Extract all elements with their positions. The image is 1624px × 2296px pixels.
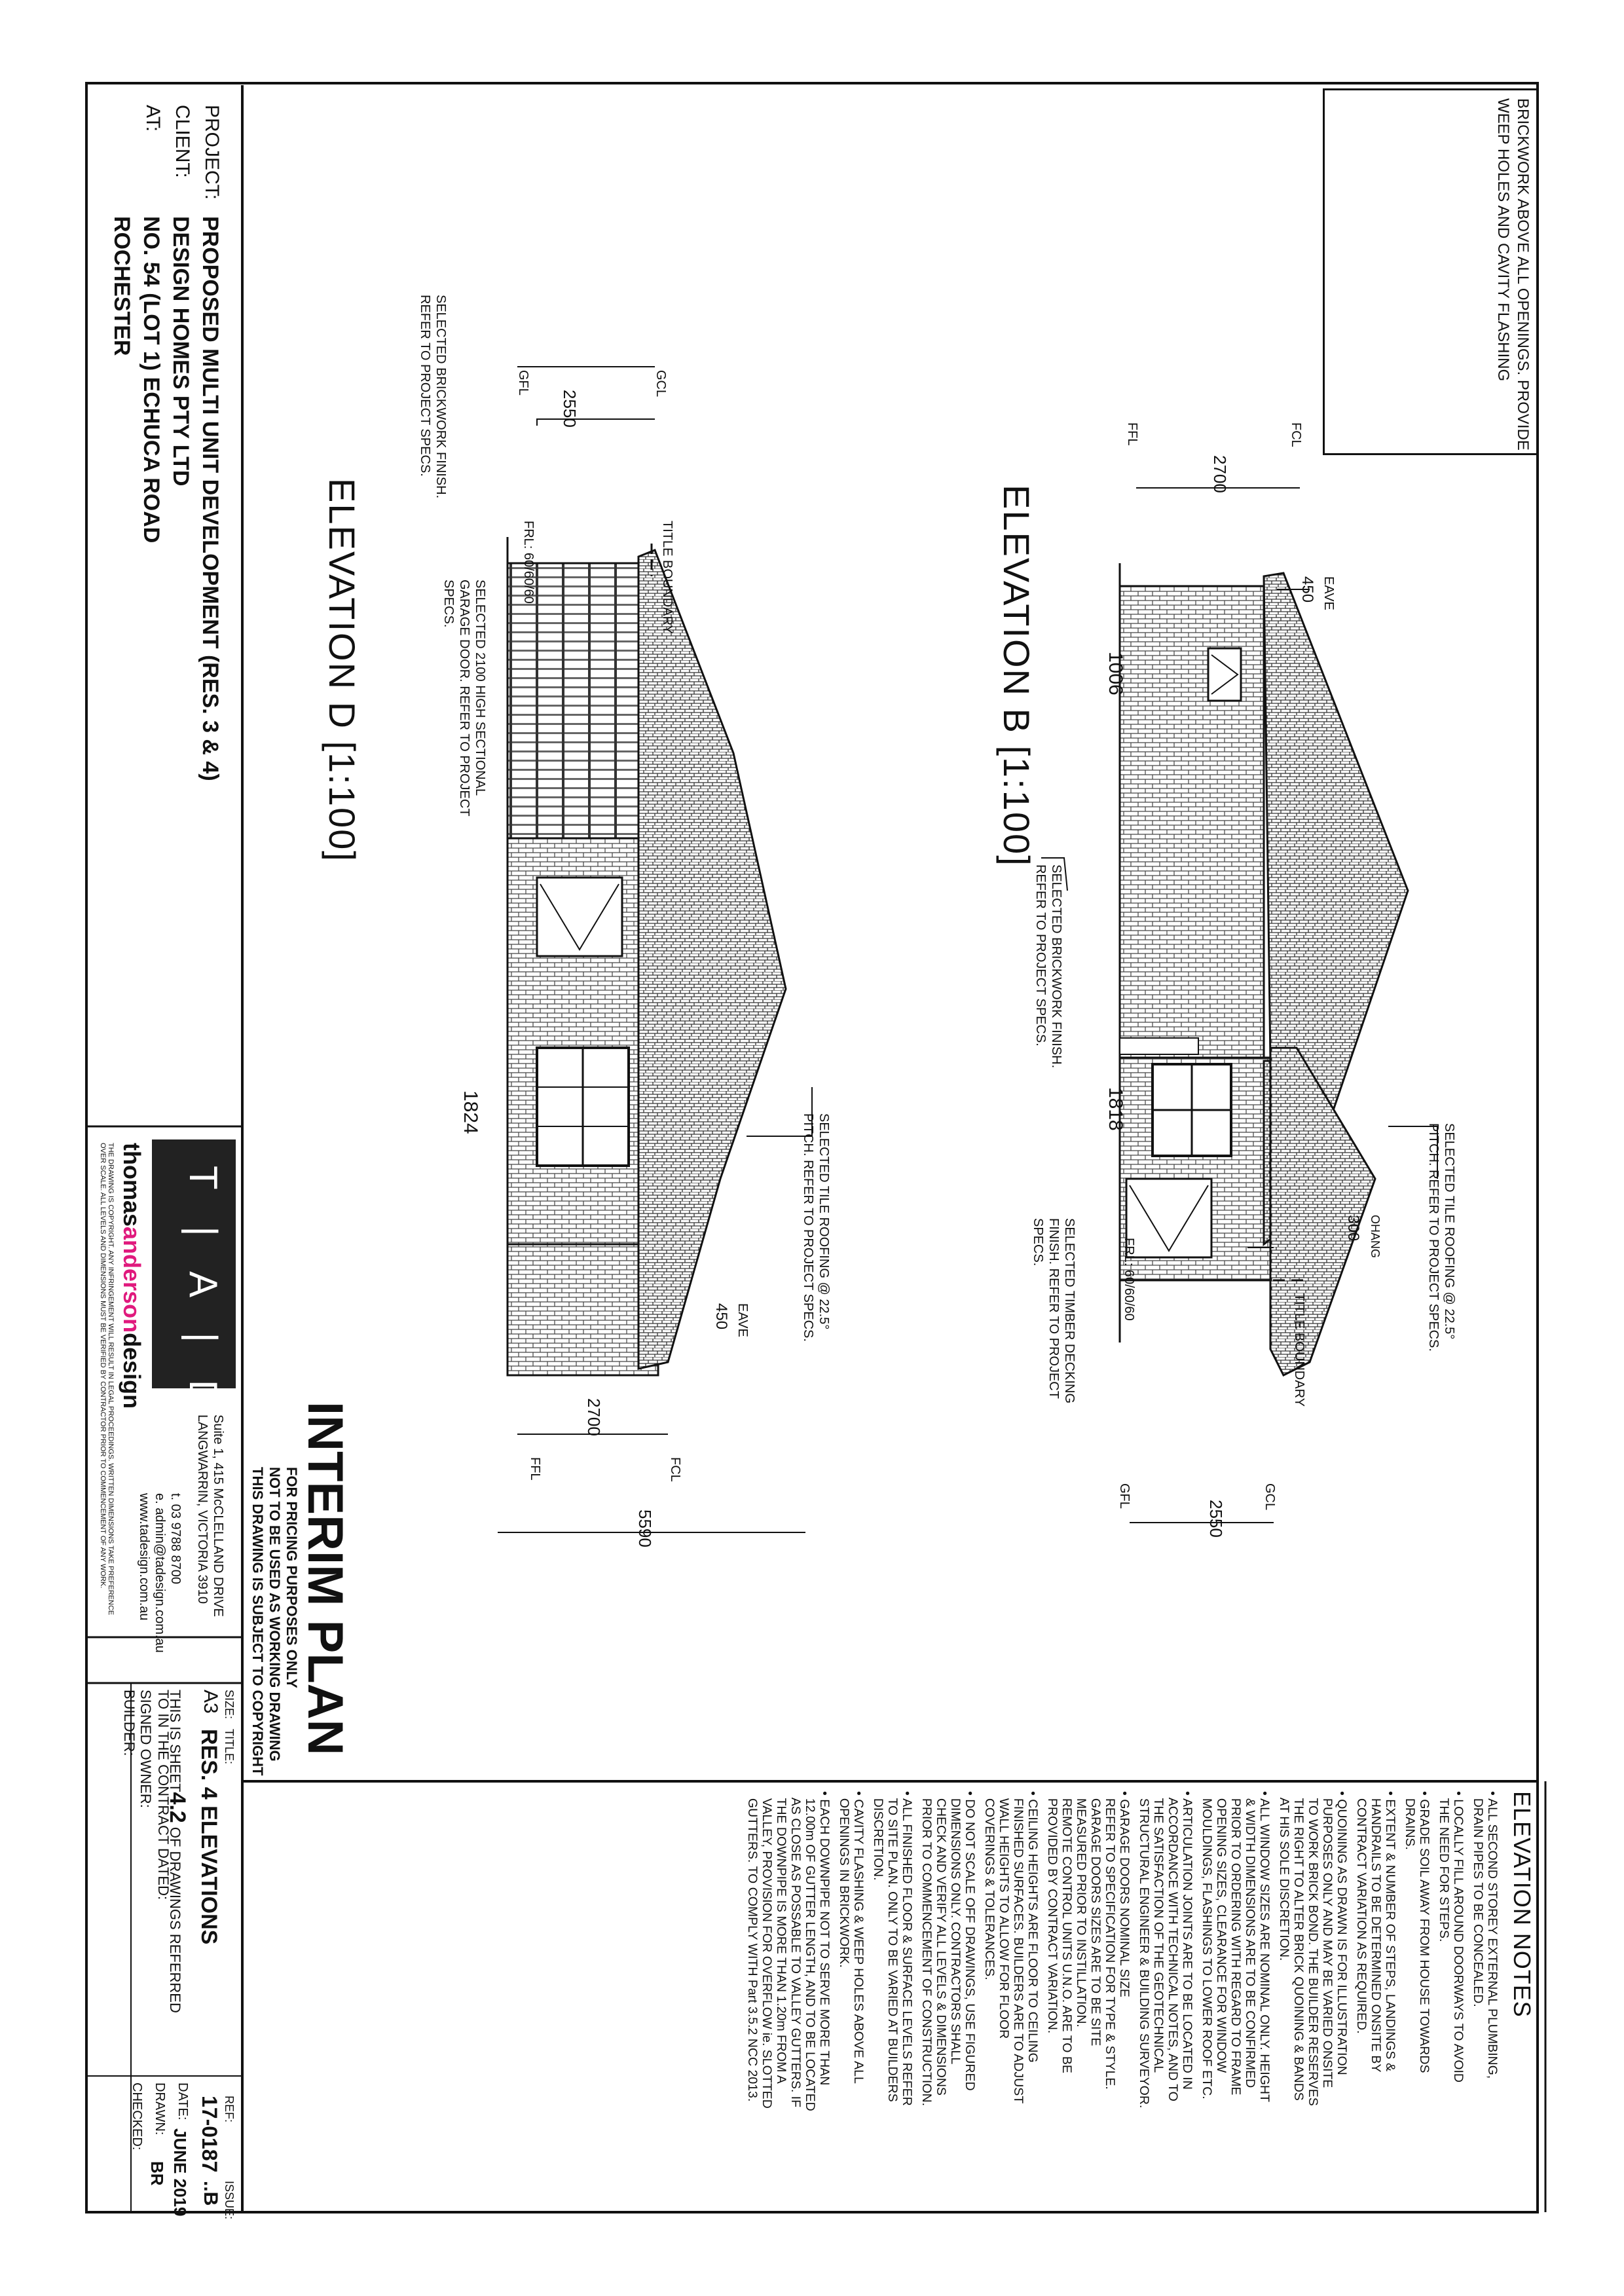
title-label: TITLE: xyxy=(223,1729,236,1765)
elevation-note-line: • QUOINING AS DRAWN IS FOR ILLUSTRATION xyxy=(1335,1791,1349,2075)
elevation-note-line: • ARTICULATION JOINTS ARE TO BE LOCATED IN xyxy=(1180,1791,1194,2090)
brand-wordmark xyxy=(118,1143,145,1409)
elevation-note-item xyxy=(1045,1791,1132,2184)
tile-roof-note xyxy=(1426,1123,1457,1352)
elevation-note-line: DIMENSIONS ONLY. CONTRACTORS SHALL xyxy=(948,1791,963,2065)
elevation-note-line: • CEILING HEIGHTS ARE FLOOR TO CEILING xyxy=(1025,1791,1040,2063)
elevation-note-item xyxy=(1137,1791,1194,2184)
brand-part: thomas xyxy=(119,1143,145,1227)
size-label: SIZE: xyxy=(223,1690,236,1720)
eave-dim: 450 xyxy=(1299,576,1316,603)
elevation-note-item xyxy=(745,1791,832,2184)
project-label: PROJECT: xyxy=(201,105,223,200)
address-line-1: NO. 54 (LOT 1) ECHUCA ROAD xyxy=(139,216,164,544)
fcl-label: FCL xyxy=(1289,422,1303,447)
elevation-note-line: 12.00m OF GUTTER LENGTH, AND TO BE LOCATED xyxy=(803,1791,817,2111)
note-line: REFER TO PROJECT SPECS. xyxy=(418,295,432,477)
elevation-note-line: DISCRETION. xyxy=(871,1791,885,1881)
wall-left xyxy=(1120,586,1264,1058)
elevation-note-line: DRAIN PIPES TO BE CONCEALED. xyxy=(1471,1791,1485,2007)
elevation-note-line: OPENING SIZES, CLEARANCE FOR WINDOW xyxy=(1214,1791,1228,2073)
window-lower xyxy=(1126,1179,1211,1257)
note-line: SPECS. xyxy=(441,580,456,628)
drawn-by: BR xyxy=(147,2161,167,2186)
elevation-note-item xyxy=(982,1791,1040,2184)
elevation-b xyxy=(1041,488,1437,1523)
elevation-note-item xyxy=(871,1791,914,2184)
elevation-note-line: • EXTENT & NUMBER OF STEPS, LANDINGS & xyxy=(1383,1791,1397,2071)
interim-plan-title: INTERIM PLAN xyxy=(297,1401,353,1756)
phone: t. 03 9788 8700 xyxy=(168,1493,183,1585)
elevation-note-line: STRUCTURAL ENGINEER & BUILDING SURVEYOR. xyxy=(1137,1791,1151,2109)
elevation-note-line: • LOCALLY FILL AROUND DOORWAYS TO AVOID xyxy=(1451,1791,1466,2083)
sheet-number: 4.2 xyxy=(165,1792,190,1823)
elevation-note-item xyxy=(1354,1791,1397,2184)
eave-label: EAVE xyxy=(735,1303,750,1337)
elevation-note-line: THE RIGHT TO ALTER BRICK QUOINING & BANDS xyxy=(1291,1791,1306,2101)
note-line: SELECTED TIMBER DECKING xyxy=(1062,1218,1077,1404)
height-1824: 1824 xyxy=(460,1090,481,1134)
dim-2550: 2550 xyxy=(1206,1500,1226,1538)
copyright-note: THE DRAWING IS COPYRIGHT. ANY INFRINGEMENT WILL RESULT IN LEGAL PROCEEDINGS. WRITTEN DIMENSIONS TAKE PREFERENCE OVER SCALE. ALL LEVELS AND DIMENSIONS MUST BE VERIFIED BY CONTRACTOR PRIOR TO COMMENCEMENT OF ANY WORK. xyxy=(99,1143,115,1616)
elevation-note-line: GUTTERS. TO COMPLY WITH Part 3.5.2 NCC 2013. xyxy=(745,1791,760,2102)
elevation-note-line: • EACH DOWNPIPE NOT TO SERVE MORE THAN xyxy=(817,1791,832,2086)
interim-plan-subtitle xyxy=(249,1467,300,1775)
ohang-dim: 300 xyxy=(1344,1215,1362,1242)
eave-label: EAVE xyxy=(1321,576,1336,610)
sheet-prefix: THIS IS SHEET xyxy=(167,1690,183,1792)
brickwork-note xyxy=(1033,864,1064,1068)
elevation-note-line: VALLEY, PROVISION FOR OVERFLOW ie. SLOTTED xyxy=(760,1791,774,2109)
elevation-note-line: • ALL FINISHED FLOOR & SURFACE LEVELS REFER xyxy=(900,1791,914,2106)
builder-label: BUILDER: xyxy=(121,1690,138,1756)
dim-2550: 2550 xyxy=(560,390,580,428)
elevation-note-line: MOULDINGS, FLASHINGS TO LOWER ROOF ETC. xyxy=(1200,1791,1214,2100)
elevation-note-line: • ALL WINDOW SIZES ARE NOMINAL ONLY. HEIGHT xyxy=(1257,1791,1272,2102)
elevation-note-line: OPENINGS IN BRICKWORK. xyxy=(837,1791,851,1968)
elevation-note-line: REFER TO SPECIFICATION FOR TYPE & STYLE. xyxy=(1103,1791,1117,2090)
elevation-note-line: • GARAGE DOORS NOMINAL SIZE xyxy=(1117,1791,1132,1997)
elevation-note-line: PROVIDED BY CONTRACT VARIATION. xyxy=(1045,1791,1060,2034)
title-boundary-label: TITLE BOUNDARY xyxy=(1292,1293,1306,1407)
window-1 xyxy=(537,878,622,956)
elevation-note-line: CONTRACT VARIATION AS REQUIRED. xyxy=(1354,1791,1369,2034)
website: www.tadesign.com.au xyxy=(137,1493,151,1621)
checked-label: CHECKED: xyxy=(130,2083,144,2151)
wall-end xyxy=(507,1244,658,1375)
elevation-note-line: WALL HEIGHTS TO ALLOW FOR FLOOR xyxy=(997,1791,1011,2039)
elevation-note-line: REMOTE CONTROL UNITS U.N.O. ARE TO BE xyxy=(1060,1791,1074,2073)
dim-5590: 5590 xyxy=(635,1509,655,1547)
height-1006: 1006 xyxy=(1105,652,1126,695)
subtitle-line: NOT TO BE USED AS WORKING DRAWING xyxy=(267,1467,283,1762)
ref-number: 17-0187 xyxy=(198,2096,221,2173)
elevation-note-line: ACCORDANCE WITH TECHNICAL NOTES, AND TO xyxy=(1166,1791,1180,2102)
drawing-title: RES. 4 ELEVATIONS xyxy=(196,1729,221,1945)
note-line: WEEP HOLES AND CAVITY FLASHING xyxy=(1494,98,1512,382)
elevation-note-line: • CAVITY FLASHING & WEEP HOLES ABOVE ALL xyxy=(851,1791,866,2084)
elevation-note-line: MEASURED PRIOR TO INSTILLATION. xyxy=(1074,1791,1088,2028)
elevation-note-item xyxy=(1437,1791,1466,2184)
elevation-note-line: THE NEED FOR STEPS. xyxy=(1437,1791,1451,1942)
email: e. admin@tadesign.com.au xyxy=(153,1493,167,1653)
note-line: BRICKWORK ABOVE ALL OPENINGS. PROVIDE xyxy=(1514,98,1532,451)
garage-door xyxy=(507,563,638,838)
elevation-note-line: & WIDTH DIMENSIONS ARE TO BE CONFIRMED xyxy=(1243,1791,1257,2088)
timber-decking-note xyxy=(1030,1218,1077,1403)
elevation-note-line: AS CLOSE AS POSSABLE TO VALLEY GUTTERS. IF xyxy=(788,1791,803,2107)
elevation-note-item xyxy=(1471,1791,1500,2184)
brand-part: design xyxy=(119,1333,145,1409)
note-line: FINISH. REFER TO PROJECT xyxy=(1046,1218,1061,1399)
elevation-notes-list xyxy=(740,1791,1500,2184)
elevation-note-item xyxy=(837,1791,866,2184)
elevation-note-line: PRIOR TO ORDERING WITH REGARD TO FRAME xyxy=(1228,1791,1243,2096)
tad-logo: T | A | D xyxy=(181,1166,225,1422)
fcl-label: FCL xyxy=(668,1457,682,1482)
subtitle-line: THIS DRAWING IS SUBJECT TO COPYRIGHT xyxy=(249,1467,266,1776)
elevation-note-line: PRIOR TO COMMENCEMENT OF CONSTRUCTION. xyxy=(919,1791,934,2107)
note-line: SPECS. xyxy=(1031,1218,1045,1267)
drawn-label: DRAWN: xyxy=(153,2083,167,2136)
note-line: REFER TO PROJECT SPECS. xyxy=(1033,864,1048,1046)
elevation-note-item xyxy=(1403,1791,1431,2184)
brickwork-note xyxy=(417,295,449,498)
sheet-size: A3 xyxy=(200,1690,221,1714)
gcl-label: GCL xyxy=(654,370,668,398)
elevation-note-line: • GRADE SOIL AWAY FROM HOUSE TOWARDS xyxy=(1417,1791,1431,2073)
project-name: PROPOSED MULTI UNIT DEVELOPMENT (RES. 3 & 4) xyxy=(198,216,223,781)
client-name: DESIGN HOMES PTY LTD xyxy=(168,216,193,487)
note-line: GARAGE DOOR. REFER TO PROJECT xyxy=(457,580,471,817)
elevation-note-line: AT HIS SOLE DISCRETION. xyxy=(1277,1791,1291,1961)
issue-label: ISSUE: xyxy=(223,2181,236,2220)
note-line: PITCH. REFER TO PROJECT SPECS. xyxy=(1426,1123,1441,1352)
subtitle-line: FOR PRICING PURPOSES ONLY xyxy=(284,1467,300,1688)
office-address xyxy=(194,1415,226,1617)
elevation-note-line: • ALL SECOND STOREY EXTERNAL PLUMBING, xyxy=(1485,1791,1500,2079)
frl-label: FRL: 60/60/60 xyxy=(521,521,536,604)
frl-label: FRL: 60/60/60 xyxy=(1122,1238,1136,1321)
eave-dim: 450 xyxy=(712,1303,730,1330)
elevation-note-line: TO SITE PLAN. ONLY TO BE VARIED AT BUILDERS xyxy=(885,1791,900,2102)
date-value: JUNE 2019 xyxy=(170,2128,190,2217)
address-line-2: ROCHESTER xyxy=(109,216,134,356)
elevation-d xyxy=(498,367,812,1532)
gfl-label: GFL xyxy=(1117,1483,1132,1509)
ohang-label: OHANG xyxy=(1369,1215,1382,1259)
brand-part: anderson xyxy=(119,1227,145,1333)
contract-line: TO IN THE CONTRACT DATED: xyxy=(155,1690,172,1900)
dim-2700: 2700 xyxy=(584,1398,604,1436)
elevation-note-line: THE DOWNPIPE IS MORE THAN 1.20m FROM A xyxy=(774,1791,788,2084)
elevation-note-line: TO WORK BRICK BOND. THE BUILDER RESERVES xyxy=(1306,1791,1320,2106)
signed-owner: SIGNED OWNER: xyxy=(138,1690,154,1808)
elevation-note-line: THE SATISFACTION OF THE GEOTECHNICAL xyxy=(1151,1791,1166,2073)
ref-label: REF: xyxy=(223,2096,236,2123)
ffl-label: FFL xyxy=(528,1457,542,1481)
office-line: Suite 1, 415 McCLELLAND DRIVE xyxy=(211,1415,225,1618)
elevation-note-line: DRAINS. xyxy=(1403,1791,1417,1850)
decking xyxy=(1120,1038,1198,1054)
elevation-b-title: ELEVATION B [1:100] xyxy=(996,485,1037,867)
dim-2700: 2700 xyxy=(1210,455,1230,493)
title-boundary-label: TITLE BOUNDARY xyxy=(660,521,674,634)
note-line: SELECTED 2100 HIGH SECTIONAL xyxy=(473,580,487,796)
elevation-note-item xyxy=(1200,1791,1272,2184)
note-line: SELECTED BRICKWORK FINISH. xyxy=(434,295,448,499)
issue-number: ..B xyxy=(200,2181,221,2206)
elevation-d-title: ELEVATION D [1:100] xyxy=(322,478,363,862)
elevation-notes-heading: ELEVATION NOTES xyxy=(1509,1791,1536,2018)
elevation-note-line: FINISHED SURFACES. BUILDERS ARE TO ADJUST xyxy=(1011,1791,1025,2104)
contact-details xyxy=(136,1493,183,1653)
tile-roof-note xyxy=(800,1113,832,1342)
elevation-note-item xyxy=(919,1791,977,2184)
client-label: CLIENT: xyxy=(172,105,193,178)
elevation-note-line: PURPOSES ONLY AND MAY BE VARIED ONSITE xyxy=(1320,1791,1335,2088)
gfl-label: GFL xyxy=(516,370,530,396)
gcl-label: GCL xyxy=(1263,1483,1277,1511)
sheet-suffix: OF DRAWINGS REFERRED xyxy=(167,1826,183,2013)
elevation-note-item xyxy=(1277,1791,1349,2184)
height-1818: 1818 xyxy=(1105,1087,1126,1131)
elevation-note-line: COVERINGS & TOLERANCES. xyxy=(982,1791,997,1980)
roof-right xyxy=(1270,1048,1375,1375)
elevation-note-line: • DO NOT SCALE OFF DRAWINGS, USE FIGURED xyxy=(963,1791,977,2091)
note-line: SELECTED TILE ROOFING @ 22.5° xyxy=(817,1113,831,1330)
note-line: SELECTED TILE ROOFING @ 22.5° xyxy=(1442,1123,1456,1340)
elevation-note-line: HANDRAILS TO BE DETERMINED ONSITE BY xyxy=(1369,1791,1383,2073)
elevation-note-line: CHECK AND VERIFY ALL LEVELS & DIMENSIONS xyxy=(934,1791,948,2096)
at-label: AT: xyxy=(142,105,164,132)
office-line: LANGWARRIN, VICTORIA 3910 xyxy=(195,1415,210,1604)
note-line: SELECTED BRICKWORK FINISH. xyxy=(1049,864,1063,1069)
ffl-label: FFL xyxy=(1125,422,1139,446)
note-line: PITCH. REFER TO PROJECT SPECS. xyxy=(801,1113,815,1342)
garage-door-note xyxy=(441,580,488,817)
elevation-note-line: GARAGE DOORS SIZES ARE TO BE SITE xyxy=(1088,1791,1103,2046)
date-label: DATE: xyxy=(175,2083,190,2120)
roof xyxy=(638,550,786,1369)
